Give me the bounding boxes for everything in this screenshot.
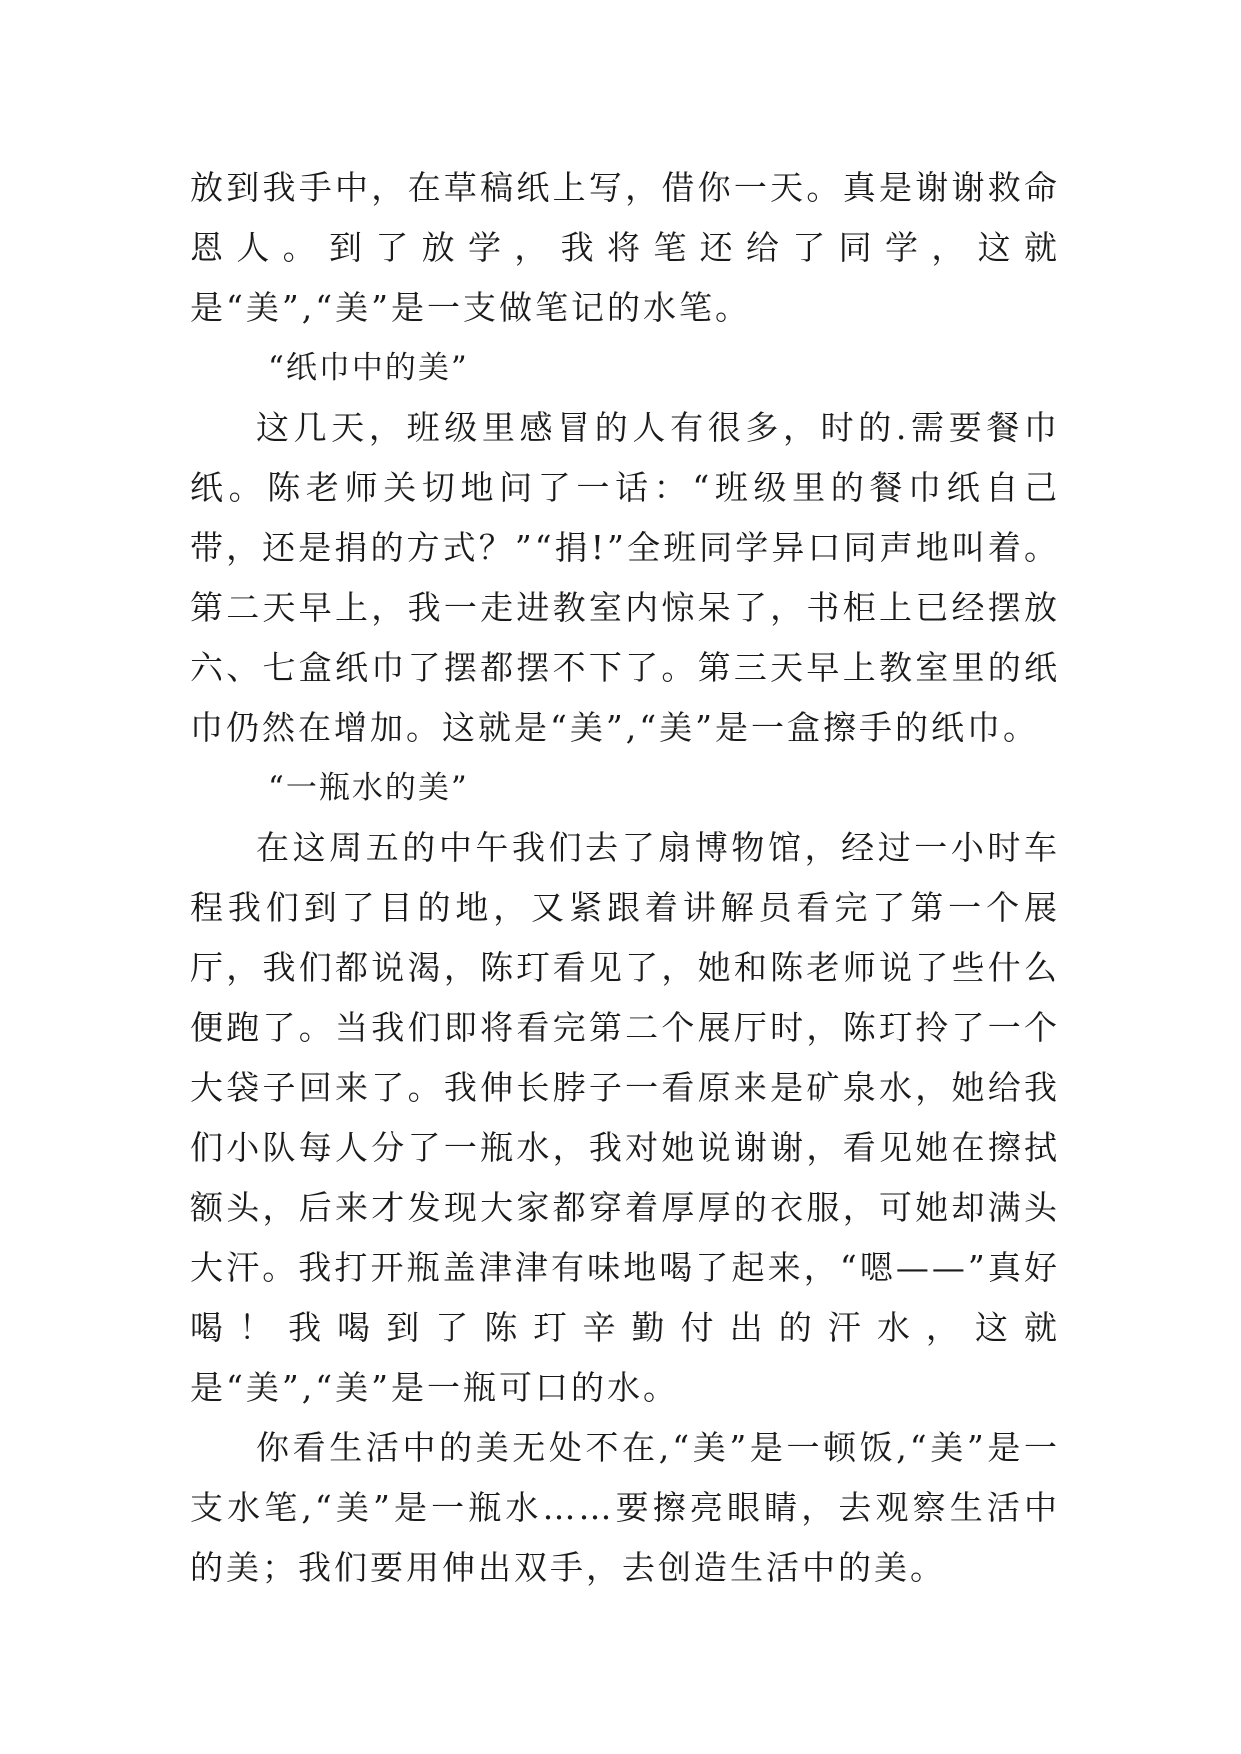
paragraph-water: 在这周五的中午我们去了扇博物馆，经过一小时车程我们到了目的地，又紧跟着讲解员看完了第一个展厅，我们都说渴，陈玎看见了，她和陈老师说了些什么便跑了。当我们即将看完第二个展厅时，陈玎拎了一个大袋子回来了。我伸长脖子一看原来是矿泉水，她给我们小队每人分了一瓶水，我对她说谢谢，看见她在擦拭额头，后来才发现大家都穿着厚厚的衣服，可她却满头大汗。我打开瓶盖津津有味地喝了起来，“嗯——”真好喝！我喝到了陈玎辛勤付出的汗水，这就是“美”,“美”是一瓶可口的水。 bbox=[190, 828, 1060, 1407]
document-body bbox=[190, 158, 1060, 1598]
paragraph-conclusion: 你看生活中的美无处不在,“美”是一顿饭,“美”是一支水笔,“美”是一瓶水……要擦亮眼睛，去观察生活中的美；我们要用伸出双手，去创造生活中的美。 bbox=[190, 1428, 1060, 1587]
paragraph-1: 放到我手中，在草稿纸上写，借你一天。真是谢谢救命恩人。到了放学，我将笔还给了同学，这就是“美”,“美”是一支做笔记的水笔。 bbox=[190, 168, 1060, 327]
paragraph-tissue: 这几天，班级里感冒的人有很多，时的.需要餐巾纸。陈老师关切地问了一话：“班级里的餐巾纸自己带，还是捐的方式？”“捐!”全班同学异口同声地叫着。第二天早上，我一走进教室内惊呆了，书柜上已经摆放六、七盒纸巾了摆都摆不下了。第三天早上教室里的纸巾仍然在增加。这就是“美”,“美”是一盒擦手的纸巾。 bbox=[190, 408, 1060, 747]
section-heading-tissue: “纸巾中的美” bbox=[268, 350, 469, 386]
section-heading-water: “一瓶水的美” bbox=[268, 770, 469, 806]
